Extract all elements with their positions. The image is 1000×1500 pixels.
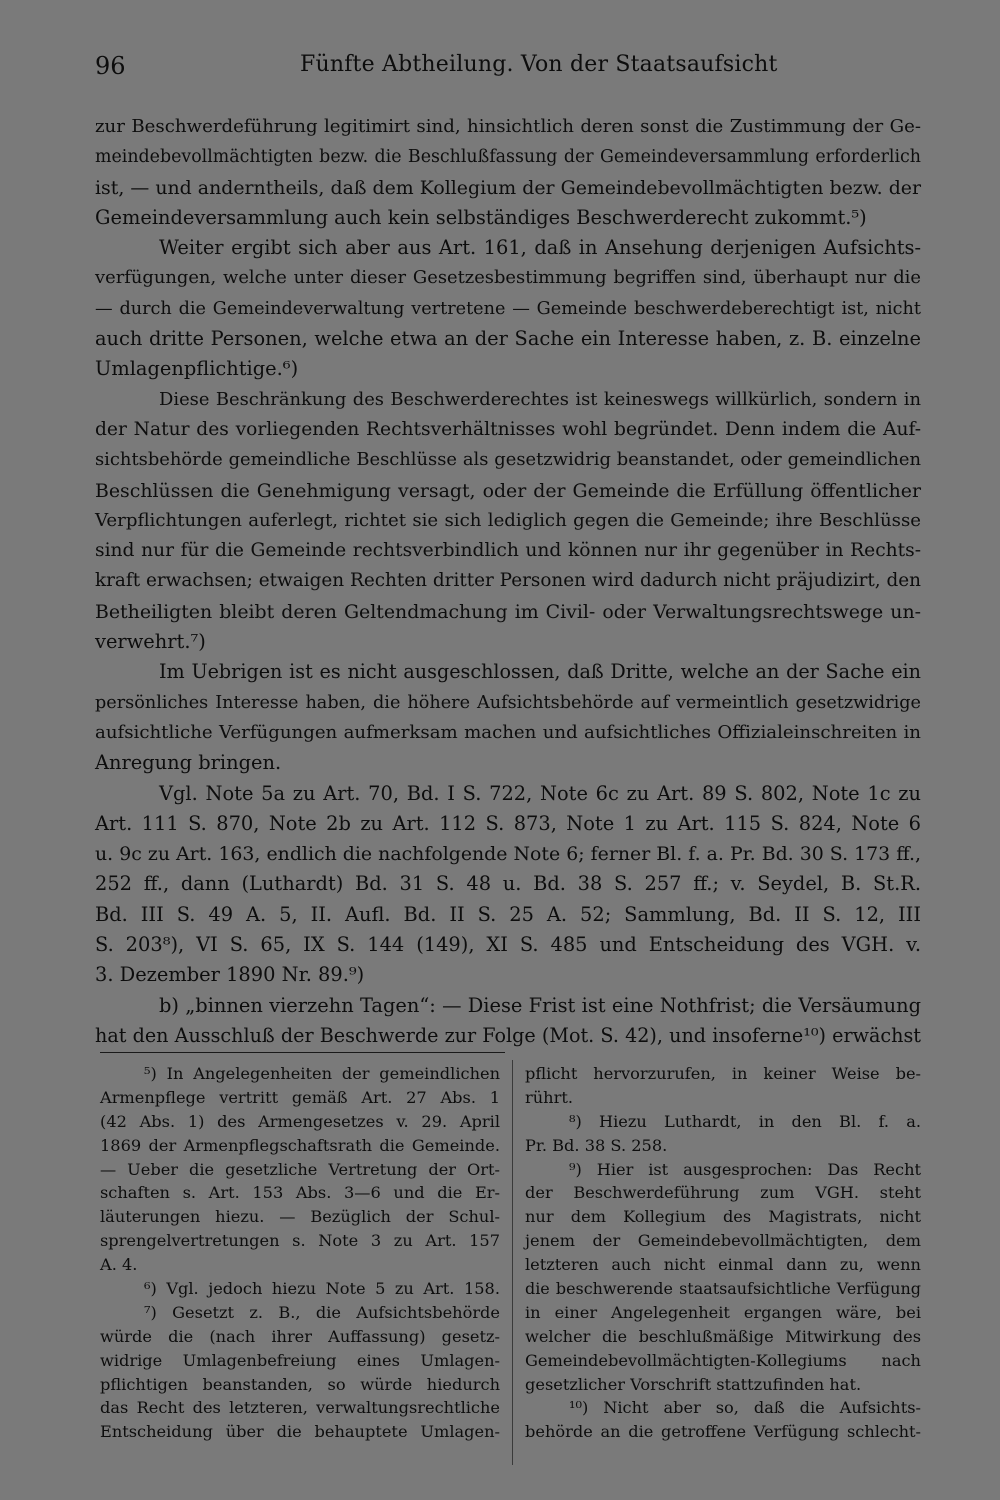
footnote-line: ⁸) Hiezu Luthardt, in den Bl. f. a. (569, 1111, 921, 1131)
footnote-line: pflicht hervorzurufen, in keiner Weise be- (525, 1064, 921, 1083)
column-separator (512, 1060, 513, 1465)
text-line: kraft erwachsen; etwaigen Rechten dritter Personen wird dadurch nicht präjudizirt, den (95, 570, 921, 592)
text-line: — durch die Gemeindeverwaltung vertretene — Gemeinde beschwerdeberechtigt ist, nicht (95, 298, 921, 319)
text-line: aufsichtliche Verfügungen aufmerksam machen und aufsichtliches Offizialeinschreiten in (95, 721, 921, 743)
text-line: verwehrt.⁷) (95, 630, 206, 654)
footnote-line: schaften s. Art. 153 Abs. 3—6 und die Er- (100, 1183, 500, 1203)
text-line: sichtsbehörde gemeindliche Beschlüsse als gesetzwidrig beanstandet, oder gemeindlichen (95, 449, 921, 471)
main-text (95, 112, 921, 1051)
text-line: ist, — und anderntheils, daß dem Kollegium der Gemeindebevollmächtigten bezw. der (95, 176, 921, 199)
text-line: 252 ff., dann (Luthardt) Bd. 31 S. 48 u. Bd. 38 S. 257 ff.; v. Seydel, B. St.R. (95, 872, 921, 896)
page-header (95, 52, 920, 86)
footnote-rule (100, 1052, 505, 1053)
footnote-line: A. 4. (100, 1255, 138, 1275)
text-line: zur Beschwerdeführung legitimirt sind, hinsichtlich deren sonst die Zustimmung der Ge- (95, 116, 921, 137)
text-line: Umlagenpflichtige.⁶) (95, 357, 299, 381)
text-line: Diese Beschränkung des Beschwerderechtes ist keineswegs willkürlich, sondern in (159, 388, 921, 410)
footnote-line: der Beschwerdeführung zum VGH. steht (525, 1183, 921, 1203)
text-line: persönliches Interesse haben, die höhere Aufsichtsbehörde auf vermeintlich gesetzwidrige (95, 692, 921, 713)
footnote-line: ⁵) In Angelegenheiten der gemeindlichen (144, 1064, 500, 1083)
text-line: S. 203⁸), VI S. 65, IX S. 144 (149), XI S. 485 und Entscheidung des VGH. v. (95, 933, 921, 957)
footnotes-right-column (525, 1062, 921, 1444)
footnote-line: gesetzlicher Vorschrift stattzufinden hat. (525, 1374, 862, 1394)
text-line: b) „binnen vierzehn Tagen“: — Diese Frist ist eine Nothfrist; die Versäumung (159, 993, 921, 1017)
text-line: Weiter ergibt sich aber aus Art. 161, daß in Ansehung derjenigen Aufsichts- (159, 236, 921, 260)
footnote-line: behörde an die getroffene Verfügung schlecht- (525, 1422, 921, 1442)
footnote-line: — Ueber die gesetzliche Vertretung der Ort- (100, 1159, 500, 1179)
text-line: 3. Dezember 1890 Nr. 89.⁹) (95, 963, 365, 987)
footnote-line: jenem der Gemeindebevollmächtigten, dem (525, 1231, 921, 1251)
text-line: hat den Ausschluß der Beschwerde zur Folge (Mot. S. 42), und insoferne¹⁰) erwächst (95, 1023, 921, 1047)
footnote-line: 1869 der Armenpflegschaftsrath die Gemeinde. (100, 1135, 500, 1155)
footnote-line: Entscheidung über die behauptete Umlagen- (100, 1422, 500, 1442)
running-head: Fünfte Abtheilung. Von der Staatsaufsicht (300, 52, 778, 77)
text-line: meindebevollmächtigten bezw. die Beschlußfassung der Gemeindeversammlung erforderlich (95, 147, 921, 168)
footnote-line: Gemeindebevollmächtigten-Kollegiums nach (525, 1350, 921, 1370)
text-line: Im Uebrigen ist es nicht ausgeschlossen, daß Dritte, welche an der Sache ein (159, 660, 921, 684)
text-line: auch dritte Personen, welche etwa an der Sache ein Interesse haben, z. B. einzelne (95, 327, 921, 351)
text-line: Art. 111 S. 870, Note 2b zu Art. 112 S. 873, Note 1 zu Art. 115 S. 824, Note 6 (95, 811, 921, 835)
footnote-line: Armenpflege vertritt gemäß Art. 27 Abs. 1 (100, 1087, 500, 1107)
text-line: verfügungen, welche unter dieser Gesetzesbestimmung begriffen sind, überhaupt nur die (95, 267, 921, 289)
text-line: Verpflichtungen auferlegt, richtet sie sich lediglich gegen die Gemeinde; ihre Beschlüsse (95, 509, 921, 531)
text-line: der Natur des vorliegenden Rechtsverhältnisses wohl begründet. Denn indem die Auf- (95, 418, 921, 440)
text-line: Beschlüssen die Genehmigung versagt, oder der Gemeinde die Erfüllung öffentlicher (95, 479, 921, 502)
text-line: Bd. III S. 49 A. 5, II. Aufl. Bd. II S. 25 A. 52; Sammlung, Bd. II S. 12, III (95, 902, 921, 926)
footnote-line: rührt. (525, 1087, 573, 1107)
page-number: 96 (95, 52, 126, 80)
footnotes-left-column (100, 1062, 500, 1444)
footnote-line: die beschwerende staatsaufsichtliche Verfügung (525, 1279, 921, 1299)
footnote-line: würde die (nach ihrer Auffassung) gesetz- (100, 1326, 500, 1346)
footnote-line: widrige Umlagenbefreiung eines Umlagen- (100, 1350, 500, 1370)
footnote-line: ⁶) Vgl. jedoch hiezu Note 5 zu Art. 158. (144, 1279, 500, 1299)
text-line: Anregung bringen. (95, 751, 282, 775)
text-line: u. 9c zu Art. 163, endlich die nachfolgende Note 6; ferner Bl. f. a. Pr. Bd. 30 S. 173 ff., (95, 843, 921, 866)
footnote-line: nur dem Kollegium des Magistrats, nicht (525, 1207, 921, 1227)
footnote-line: Pr. Bd. 38 S. 258. (525, 1135, 668, 1155)
footnote-line: läuterungen hiezu. — Bezüglich der Schul- (100, 1207, 500, 1227)
text-line: Vgl. Note 5a zu Art. 70, Bd. I S. 722, Note 6c zu Art. 89 S. 802, Note 1c zu (159, 781, 921, 805)
footnote-line: ¹⁰) Nicht aber so, daß die Aufsichts- (569, 1398, 921, 1418)
text-line: sind nur für die Gemeinde rechtsverbindlich und können nur ihr gegenüber in Rechts- (95, 540, 921, 562)
footnote-line: (42 Abs. 1) des Armengesetzes v. 29. April (100, 1111, 500, 1131)
text-line: Gemeindeversammlung auch kein selbständiges Beschwerderecht zukommt.⁵) (95, 205, 867, 229)
footnote-line: das Recht des letzteren, verwaltungsrechtliche (100, 1398, 500, 1418)
footnote-line: letzteren auch nicht einmal dann zu, wenn (525, 1255, 921, 1275)
footnote-line: sprengelvertretungen s. Note 3 zu Art. 157 (100, 1231, 500, 1251)
footnote-line: ⁷) Gesetzt z. B., die Aufsichtsbehörde (144, 1302, 500, 1322)
footnote-line: in einer Angelegenheit ergangen wäre, bei (525, 1302, 921, 1322)
text-line: Betheiligten bleibt deren Geltendmachung im Civil- oder Verwaltungsrechtswege un- (95, 600, 921, 623)
footnote-line: ⁹) Hier ist ausgesprochen: Das Recht (569, 1159, 921, 1179)
footnote-line: pflichtigen beanstanden, so würde hiedurch (100, 1374, 500, 1394)
footnote-line: welcher die beschlußmäßige Mitwirkung des (525, 1326, 921, 1346)
